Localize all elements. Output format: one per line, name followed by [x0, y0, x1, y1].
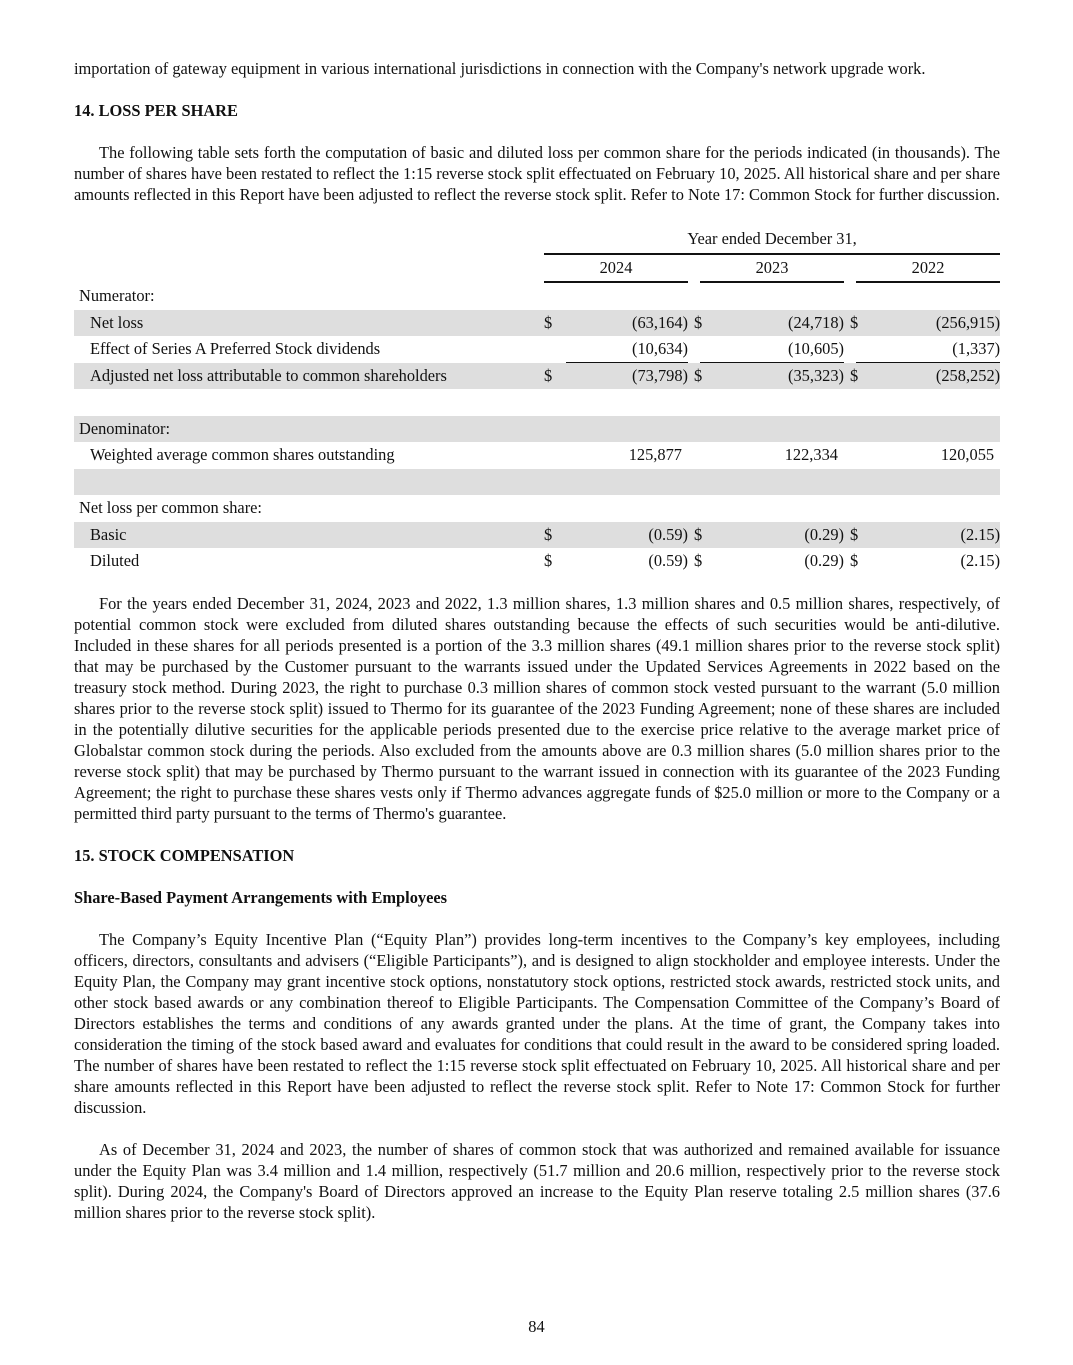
diluted-label: Diluted	[90, 551, 140, 570]
section-14-heading: 14. LOSS PER SHARE	[74, 101, 238, 120]
adjusted-net-loss-2023: (35,323)	[722, 363, 844, 390]
currency-symbol: $	[844, 363, 856, 390]
per-share-label: Net loss per common share:	[79, 498, 262, 517]
intro-paragraph: importation of gateway equipment in various international jurisdictions in connection with the Company's network upgrade work.	[74, 59, 926, 78]
weighted-shares-row	[74, 442, 1000, 469]
diluted-row	[74, 548, 1000, 575]
diluted-2022: (2.15)	[960, 551, 1001, 570]
weighted-shares-2023: 122,334	[784, 445, 838, 464]
denominator-label-row	[74, 416, 1000, 443]
currency-symbol: $	[544, 310, 566, 337]
subtotal-rule	[856, 362, 878, 363]
subtotal-rule	[722, 362, 844, 363]
net-loss-2022: (256,915)	[878, 310, 1000, 337]
spacer-row	[74, 389, 1000, 416]
weighted-shares-2024: 125,877	[628, 445, 682, 464]
period-header: Year ended December 31,	[544, 226, 1000, 254]
basic-2024: (0.59)	[566, 522, 688, 549]
basic-label: Basic	[74, 522, 544, 549]
basic-2023: (0.29)	[722, 522, 844, 549]
net-loss-row	[74, 310, 1000, 337]
denominator-label: Denominator:	[74, 416, 1000, 443]
currency-symbol: $	[850, 551, 859, 570]
subtotal-rule	[878, 362, 1000, 363]
table-header-period-row	[74, 226, 1000, 254]
per-share-label-row	[74, 495, 1000, 522]
basic-row	[74, 522, 1000, 549]
currency-symbol: $	[688, 522, 700, 549]
section-14-paragraph-2: For the years ended December 31, 2024, 2023 and 2022, 1.3 million shares, 1.3 million shares and 0.5 million shares, respectively, of potential common stock were excluded from diluted shares outstanding because the effects of such securities would be anti-dilutive. Included in these shares for all periods presented is a portion of the 3.3 million shares (49.1 million shares prior to the reverse stock split) that may be purchased by the Customer pursuant to the warrants issued under the Updated Services Agreements in 2022 based on the treasury stock method. During 2023, the right to purchase 0.3 million shares of common stock vested pursuant to the warrant (5.0 million shares prior to the reverse stock split) issued to Thermo for its guarantee of the 2023 Funding Agreement; none of these shares are included in the potentially dilutive securities for the applicable periods presented due to the exercise price relative to the average market price of Globalstar common stock during the periods. Also excluded from the amounts above are 0.3 million shares (5.0 million shares prior to the reverse stock split) that may be purchased by Thermo pursuant to the warrant issued in connection with its guarantee of the 2023 Funding Agreement; the right to purchase these shares vests only if Thermo advances aggregate funds of $25.0 million or more to the Company or a permitted third party pursuant to the terms of Thermo's guarantee.	[74, 593, 1000, 823]
preferred-dividends-row	[74, 336, 1000, 363]
diluted-2023: (0.29)	[804, 551, 844, 570]
adjusted-net-loss-2022: (258,252)	[878, 363, 1000, 390]
weighted-shares-label: Weighted average common shares outstanding	[90, 445, 395, 464]
section-15-paragraph-1: The Company’s Equity Incentive Plan (“Equity Plan”) provides long-term incentives to the Company’s key employees, including officers, directors, consultants and advisers (“Eligible Participants”), and is designed to align stockholder and employee interests. Under the Equity Plan, the Company may grant incentive stock options, nonstatutory stock options, restricted stock awards, restricted stock units, and other stock based awards or any combination thereof to Eligible Participants. The Compensation Committee of the Company’s Board of Directors establishes the terms and conditions of any awards granted under the plans. At the time of grant, the Company takes into consideration the timing of the stock based award and evaluates for conditions that could result in the award to be considered spring loaded. The number of shares have been restated to reflect the 1:15 reverse stock split effectuated on February 10, 2025. All historical share and per share amounts reflected in this Report have been adjusted to reflect the reverse stock split. Refer to Note 17: Common Stock for further discussion.	[74, 929, 1000, 1117]
adjusted-net-loss-row	[74, 363, 1000, 390]
document-page	[74, 58, 1000, 1223]
currency-symbol: $	[544, 551, 553, 570]
currency-symbol: $	[688, 363, 700, 390]
section-15-subheading: Share-Based Payment Arrangements with Employees	[74, 887, 448, 907]
section-14-paragraph-1: The following table sets forth the computation of basic and diluted loss per common share for the periods indicated (in thousands). The number of shares have been restated to reflect the 1:15 reverse stock split effectuated on February 10, 2025. All historical share and per share amounts reflected in this Report have been adjusted to reflect the reverse stock split. Refer to Note 17: Common Stock for further discussion.	[74, 143, 1000, 204]
preferred-dividends-2023: (10,605)	[722, 336, 844, 363]
currency-symbol: $	[844, 310, 856, 337]
preferred-dividends-2022: (1,337)	[878, 336, 1000, 363]
currency-symbol: $	[544, 363, 566, 390]
preferred-dividends-label: Effect of Series A Preferred Stock dividends	[90, 339, 381, 358]
adjusted-net-loss-2024: (73,798)	[566, 363, 688, 390]
net-loss-2023: (24,718)	[722, 310, 844, 337]
numerator-label: Numerator:	[79, 286, 155, 305]
net-loss-label: Net loss	[74, 310, 544, 337]
section-15-paragraph-2: As of December 31, 2024 and 2023, the number of shares of common stock that was authorized and remained available for issuance under the Equity Plan was 3.4 million and 1.4 million, respectively (51.7 million and 20.6 million, respectively prior to the reverse stock split). During 2024, the Company's Board of Directors approved an increase to the Equity Plan reserve totaling 2.5 million shares (37.6 million shares prior to the reverse stock split).	[74, 1139, 1000, 1222]
table-header-years-row	[74, 254, 1000, 283]
net-loss-2024: (63,164)	[566, 310, 688, 337]
page-number: 84	[528, 1317, 545, 1336]
diluted-2024: (0.59)	[648, 551, 688, 570]
year-2023-header: 2023	[700, 254, 844, 283]
year-2024-header: 2024	[544, 254, 688, 283]
currency-symbol: $	[544, 522, 566, 549]
adjusted-net-loss-label: Adjusted net loss attributable to common shareholders	[74, 363, 544, 390]
loss-per-share-table	[74, 226, 1000, 575]
weighted-shares-2022: 120,055	[940, 445, 995, 464]
year-2022-header: 2022	[856, 254, 1000, 283]
subtotal-rule	[566, 362, 688, 363]
subtotal-rule	[700, 362, 722, 363]
preferred-dividends-2024: (10,634)	[566, 336, 688, 363]
section-15-heading: 15. STOCK COMPENSATION	[74, 845, 295, 865]
currency-symbol: $	[688, 310, 700, 337]
currency-symbol: $	[694, 551, 703, 570]
basic-2022: (2.15)	[878, 522, 1000, 549]
currency-symbol: $	[844, 522, 856, 549]
spacer-row	[74, 469, 1000, 496]
numerator-label-row	[74, 282, 1000, 310]
